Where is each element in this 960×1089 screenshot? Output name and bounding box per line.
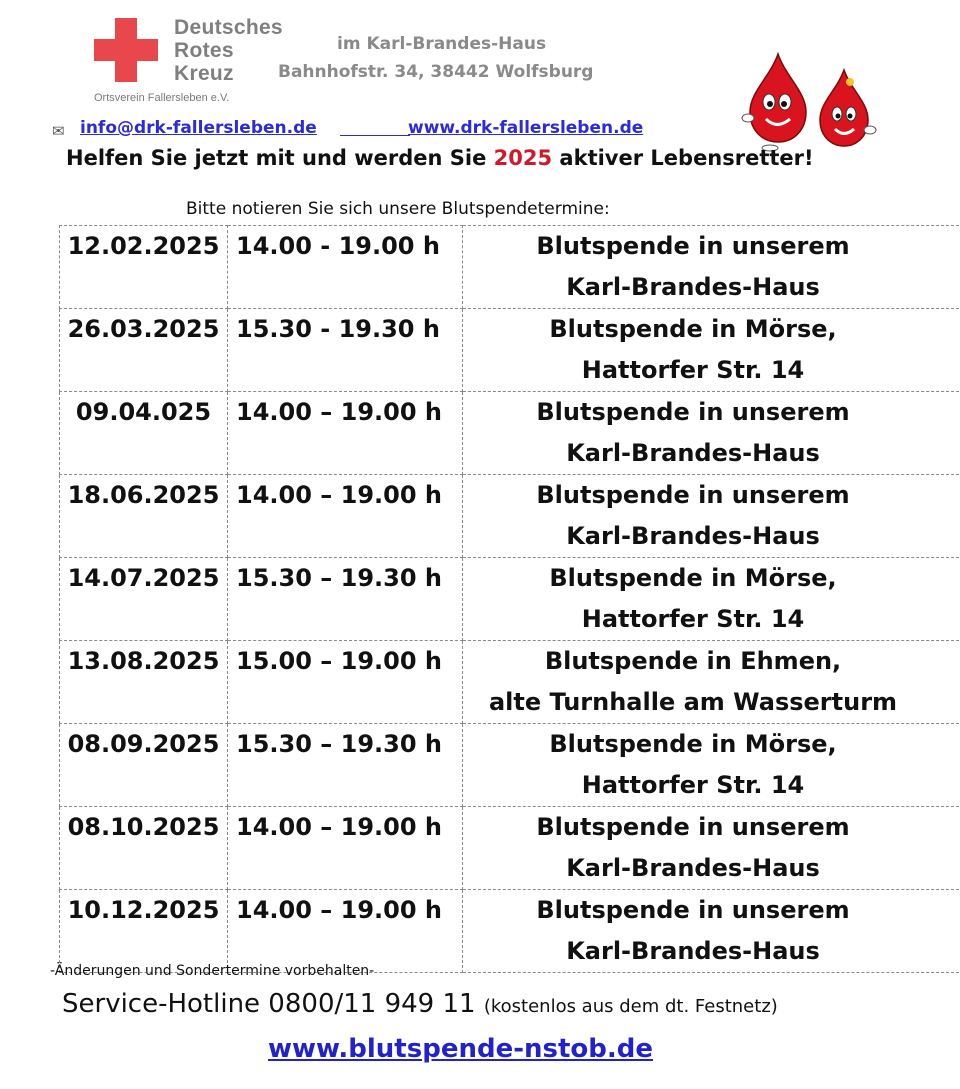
location-cell: Blutspende in Ehmen, alte Turnhalle am Wasserturm — [463, 641, 960, 724]
address-line-1: im Karl-Brandes-Haus — [337, 34, 547, 54]
table-row — [60, 475, 960, 558]
table-row — [60, 392, 960, 475]
service-hotline: Service-Hotline 0800/11 949 11 (kostenlos aus dem dt. Festnetz) — [62, 989, 778, 1019]
time-cell: 15.00 – 19.00 h — [228, 641, 463, 724]
organization-name: Deutsches Rotes Kreuz — [174, 16, 283, 85]
date-cell: 10.12.2025 — [60, 890, 228, 973]
table-row — [60, 641, 960, 724]
red-cross-logo-icon — [94, 18, 158, 82]
headline-year: 2025 — [493, 146, 553, 170]
location-cell: Blutspende in Mörse, Hattorfer Str. 14 — [463, 558, 960, 641]
date-cell: 26.03.2025 — [60, 309, 228, 392]
time-cell: 14.00 – 19.00 h — [228, 475, 463, 558]
hotline-note: (kostenlos aus dem dt. Festnetz) — [483, 996, 778, 1017]
link-separator — [340, 135, 410, 136]
time-cell: 14.00 – 19.00 h — [228, 392, 463, 475]
location-cell: Blutspende in unserem Karl-Brandes-Haus — [463, 807, 960, 890]
website-link[interactable]: www.drk-fallersleben.de — [408, 118, 644, 138]
email-link[interactable]: info@drk-fallersleben.de — [80, 118, 317, 138]
time-cell: 15.30 – 19.30 h — [228, 558, 463, 641]
location-cell: Blutspende in unserem Karl-Brandes-Haus — [463, 475, 960, 558]
intro-text: Bitte notieren Sie sich unsere Blutspendetermine: — [186, 199, 610, 219]
table-row — [60, 807, 960, 890]
organization-subtitle: Ortsverein Fallersleben e.V. — [94, 92, 230, 104]
date-cell: 08.10.2025 — [60, 807, 228, 890]
date-cell: 09.04.025 — [60, 392, 228, 475]
location-cell: Blutspende in Mörse, Hattorfer Str. 14 — [463, 724, 960, 807]
blutspende-website-link[interactable]: www.blutspende-nstob.de — [268, 1034, 654, 1064]
date-cell: 12.02.2025 — [60, 226, 228, 309]
blood-drop-mascots-icon — [740, 52, 880, 152]
location-cell: Blutspende in unserem Karl-Brandes-Haus — [463, 392, 960, 475]
location-cell: Blutspende in unserem Karl-Brandes-Haus — [463, 226, 960, 309]
time-cell: 15.30 – 19.30 h — [228, 724, 463, 807]
time-cell: 14.00 – 19.00 h — [228, 807, 463, 890]
time-cell: 15.30 - 19.30 h — [228, 309, 463, 392]
address-line-2: Bahnhofstr. 34, 38442 Wolfsburg — [278, 62, 594, 82]
date-cell: 13.08.2025 — [60, 641, 228, 724]
headline: Helfen Sie jetzt mit und werden Sie 2025 aktiver Lebensretter! — [66, 146, 814, 170]
location-cell: Blutspende in Mörse, Hattorfer Str. 14 — [463, 309, 960, 392]
table-row — [60, 558, 960, 641]
table-row — [60, 309, 960, 392]
table-row — [60, 890, 960, 973]
date-cell: 08.09.2025 — [60, 724, 228, 807]
mail-icon: ✉ — [52, 122, 65, 140]
location-cell: Blutspende in unserem Karl-Brandes-Haus — [463, 890, 960, 973]
appointments-table — [59, 225, 960, 973]
time-cell: 14.00 - 19.00 h — [228, 226, 463, 309]
time-cell: 14.00 – 19.00 h — [228, 890, 463, 973]
disclaimer-note: -Änderungen und Sondertermine vorbehalten- — [50, 963, 375, 979]
table-row — [60, 226, 960, 309]
date-cell: 14.07.2025 — [60, 558, 228, 641]
date-cell: 18.06.2025 — [60, 475, 228, 558]
table-row — [60, 724, 960, 807]
